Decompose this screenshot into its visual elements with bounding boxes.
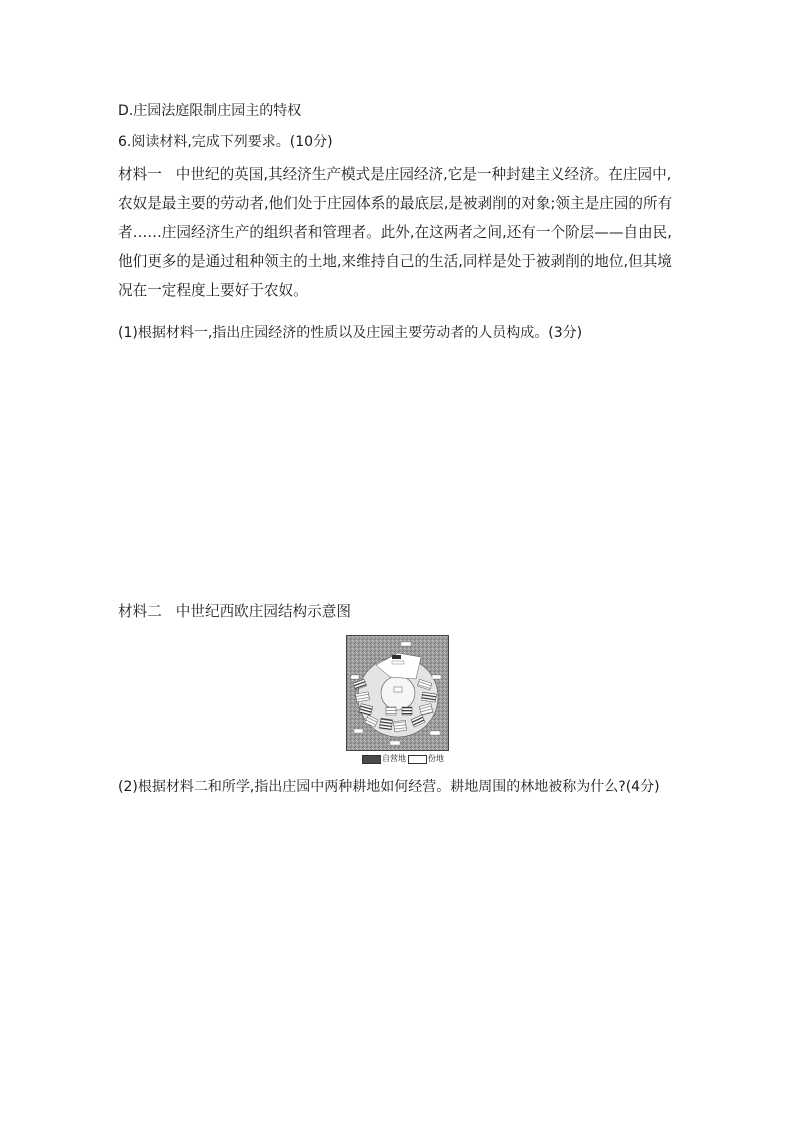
village-center [381, 676, 415, 710]
sub-question-1: (1)根据材料一,指出庄园经济的性质以及庄园主要劳动者的人员构成。(3分) [118, 325, 583, 341]
material-1-label: 材料一 [118, 166, 162, 183]
demesne-swatch [362, 755, 381, 764]
tenancy-swatch [408, 755, 427, 764]
material-2-heading [118, 601, 351, 623]
material-1-text: 中世纪的英国,其经济生产模式是庄园经济,它是一种封建主义经济。在庄园中,农奴是最主要的劳动者,他们处于庄园体系的最底层,是被剥削的对象;领主是庄园的所有者……庄园经济生产的组织者和管理者。此外,在这两者之间,还有一个阶层——自由民,他们更多的是通过租种领主的土地,来维持自己的生活,同样是处于被剥削的地位,但其境况在一定程度上要好于农奴。 [118, 166, 673, 299]
sub-question-2: (2)根据材料二和所学,指出庄园中两种耕地如何经营。耕地周围的林地被称为什么?(4分) [118, 779, 660, 795]
diagram-legend [362, 754, 444, 766]
manor-structure-diagram [346, 635, 449, 751]
material-2-label: 材料二 [118, 603, 162, 620]
question-6-heading: 6.阅读材料,完成下列要求。(10分) [118, 134, 333, 150]
option-d: D.庄园法庭限制庄园主的特权 [118, 103, 302, 119]
material-1-paragraph [118, 160, 680, 305]
demesne-label: 自营地 [382, 754, 406, 763]
tenancy-label: 份地 [428, 754, 444, 763]
material-2-title: 中世纪西欧庄园结构示意图 [175, 603, 351, 620]
